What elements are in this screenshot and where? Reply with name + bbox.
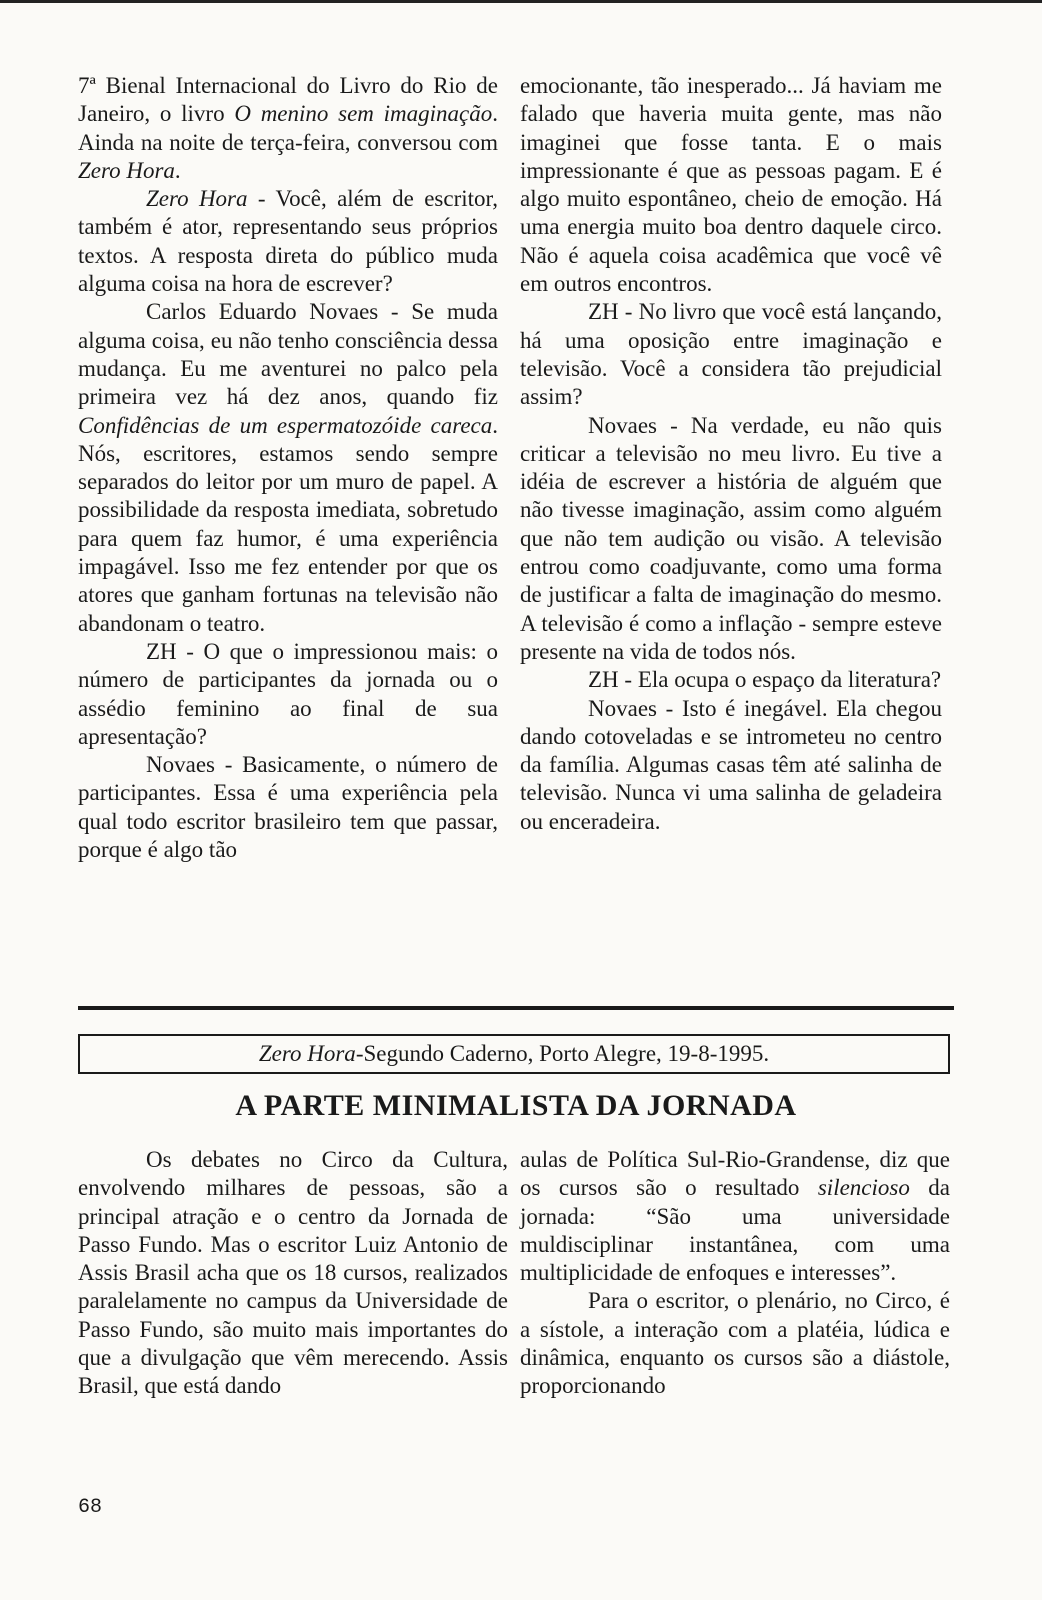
answer-continuation: emocionante, tão inesperado... Já haviam me falado que haveria muita gente, mas não imaginei que fosse tanta. E o mais impressionante é que as pessoas pagam. E é algo muito espontâneo, cheio de emoção. Há uma energia muito boa dentro daquele circo. Não é aquela coisa acadêmica que você vê em outros encontros.	[520, 73, 942, 297]
text-run: Carlos Eduardo Novaes - Se muda alguma coisa, eu não tenho consciência dessa mudança. Eu me aventurei no palco pela primeira vez há dez anos, quando fiz	[78, 299, 498, 410]
answer-paragraph: Novaes - Na verdade, eu não quis criticar a televisão no meu livro. Eu tive a idéia de escrever a história de alguém que não tivesse imaginação, assim como alguém que não tem audição ou visão. A televisão entrou como coadjuvante, como uma forma de justificar a falta de imaginação do mesmo. A televisão é como a inflação - sempre esteve presente na vida de todos nós.	[520, 412, 942, 664]
book-title: O menino sem imaginação	[234, 101, 493, 127]
newspaper-name: Zero Hora	[146, 186, 248, 212]
question-paragraph: ZH - No livro que você está lançando, há uma oposição entre imaginação e televisão. Você a considera tão prejudicial assim?	[520, 299, 942, 410]
source-publication: Zero Hora	[258, 1041, 356, 1066]
text-run: - Você, além de escritor, também é ator, representando seus próprios textos. A resposta direta do público muda alguma coisa na hora de escrever?	[78, 186, 498, 297]
text-run: . Nós, escritores, estamos sendo sempre separados do leitor por um muro de papel. A possibilidade da resposta imediata, sobretudo para quem faz humor, é uma experiência impagável. Isso me fez entender por que os atores que ganham fortunas na televisão não abandonam o teatro.	[78, 412, 498, 636]
article-column-left	[78, 1146, 508, 1401]
article-paragraph: Para o escritor, o plenário, no Circo, é a sístole, a interação com a platéia, lúdica e dinâmica, enquanto os cursos são a diástole, proporcionando	[520, 1288, 950, 1399]
article-paragraph	[520, 1146, 950, 1287]
section-divider	[78, 1006, 954, 1010]
intro-paragraph	[78, 72, 498, 185]
source-details: -Segundo Caderno, Porto Alegre, 19-8-1995.	[355, 1041, 770, 1066]
page-number: 68	[78, 1496, 103, 1519]
source-citation-box	[78, 1034, 950, 1074]
emphasis: silencioso	[817, 1175, 910, 1201]
page-top-edge	[0, 0, 1042, 3]
interview-column-left	[78, 72, 498, 864]
question-paragraph: ZH - Ela ocupa o espaço da literatura?	[588, 667, 942, 693]
answer-paragraph	[78, 298, 498, 638]
answer-paragraph: Novaes - Basicamente, o número de participantes. Essa é uma experiência pela qual todo escritor brasileiro tem que passar, porque é algo tão	[78, 752, 498, 863]
article-headline: A PARTE MINIMALISTA DA JORNADA	[235, 1089, 797, 1122]
text-run: 7ª Bienal Internacional do Livro do Rio de Janeiro, o livro	[78, 73, 498, 127]
question-paragraph: ZH - O que o impressionou mais: o número de participantes da jornada ou o assédio feminino ao final de sua apresentação?	[78, 638, 498, 749]
newspaper-name: Zero Hora	[78, 157, 175, 183]
answer-paragraph: Novaes - Isto é inegável. Ela chegou dando cotoveladas e se intrometeu no centro da família. Algumas casas têm até salinha de televisão. Nunca vi uma salinha de geladeira ou enceradeira.	[520, 695, 942, 834]
interview-column-right	[520, 72, 942, 836]
article-column-right	[520, 1146, 950, 1401]
play-title: Confidências de um espermatozóide careca	[78, 412, 493, 438]
text-run: aulas de Política Sul-Rio-Grandense, diz que os cursos são o resultado	[520, 1147, 950, 1201]
article-paragraph: Os debates no Circo da Cultura, envolvendo milhares de pessoas, são a principal atração e o centro da Jornada de Passo Fundo. Mas o escritor Luiz Antonio de Assis Brasil acha que os 18 cursos, realizados paralelamente no campus da Universidade de Passo Fundo, são muito mais importantes do que a divulgação que vêm merecendo. Assis Brasil, que está dando	[78, 1147, 508, 1399]
text-run: .	[174, 157, 181, 183]
text-run: da jornada: “São uma universidade muldisciplinar instantânea, com uma multiplicidade de enfoques e interesses”.	[520, 1175, 951, 1286]
question-paragraph	[78, 185, 498, 298]
text-run: . Ainda na noite de terça-feira, conversou com	[78, 101, 499, 155]
